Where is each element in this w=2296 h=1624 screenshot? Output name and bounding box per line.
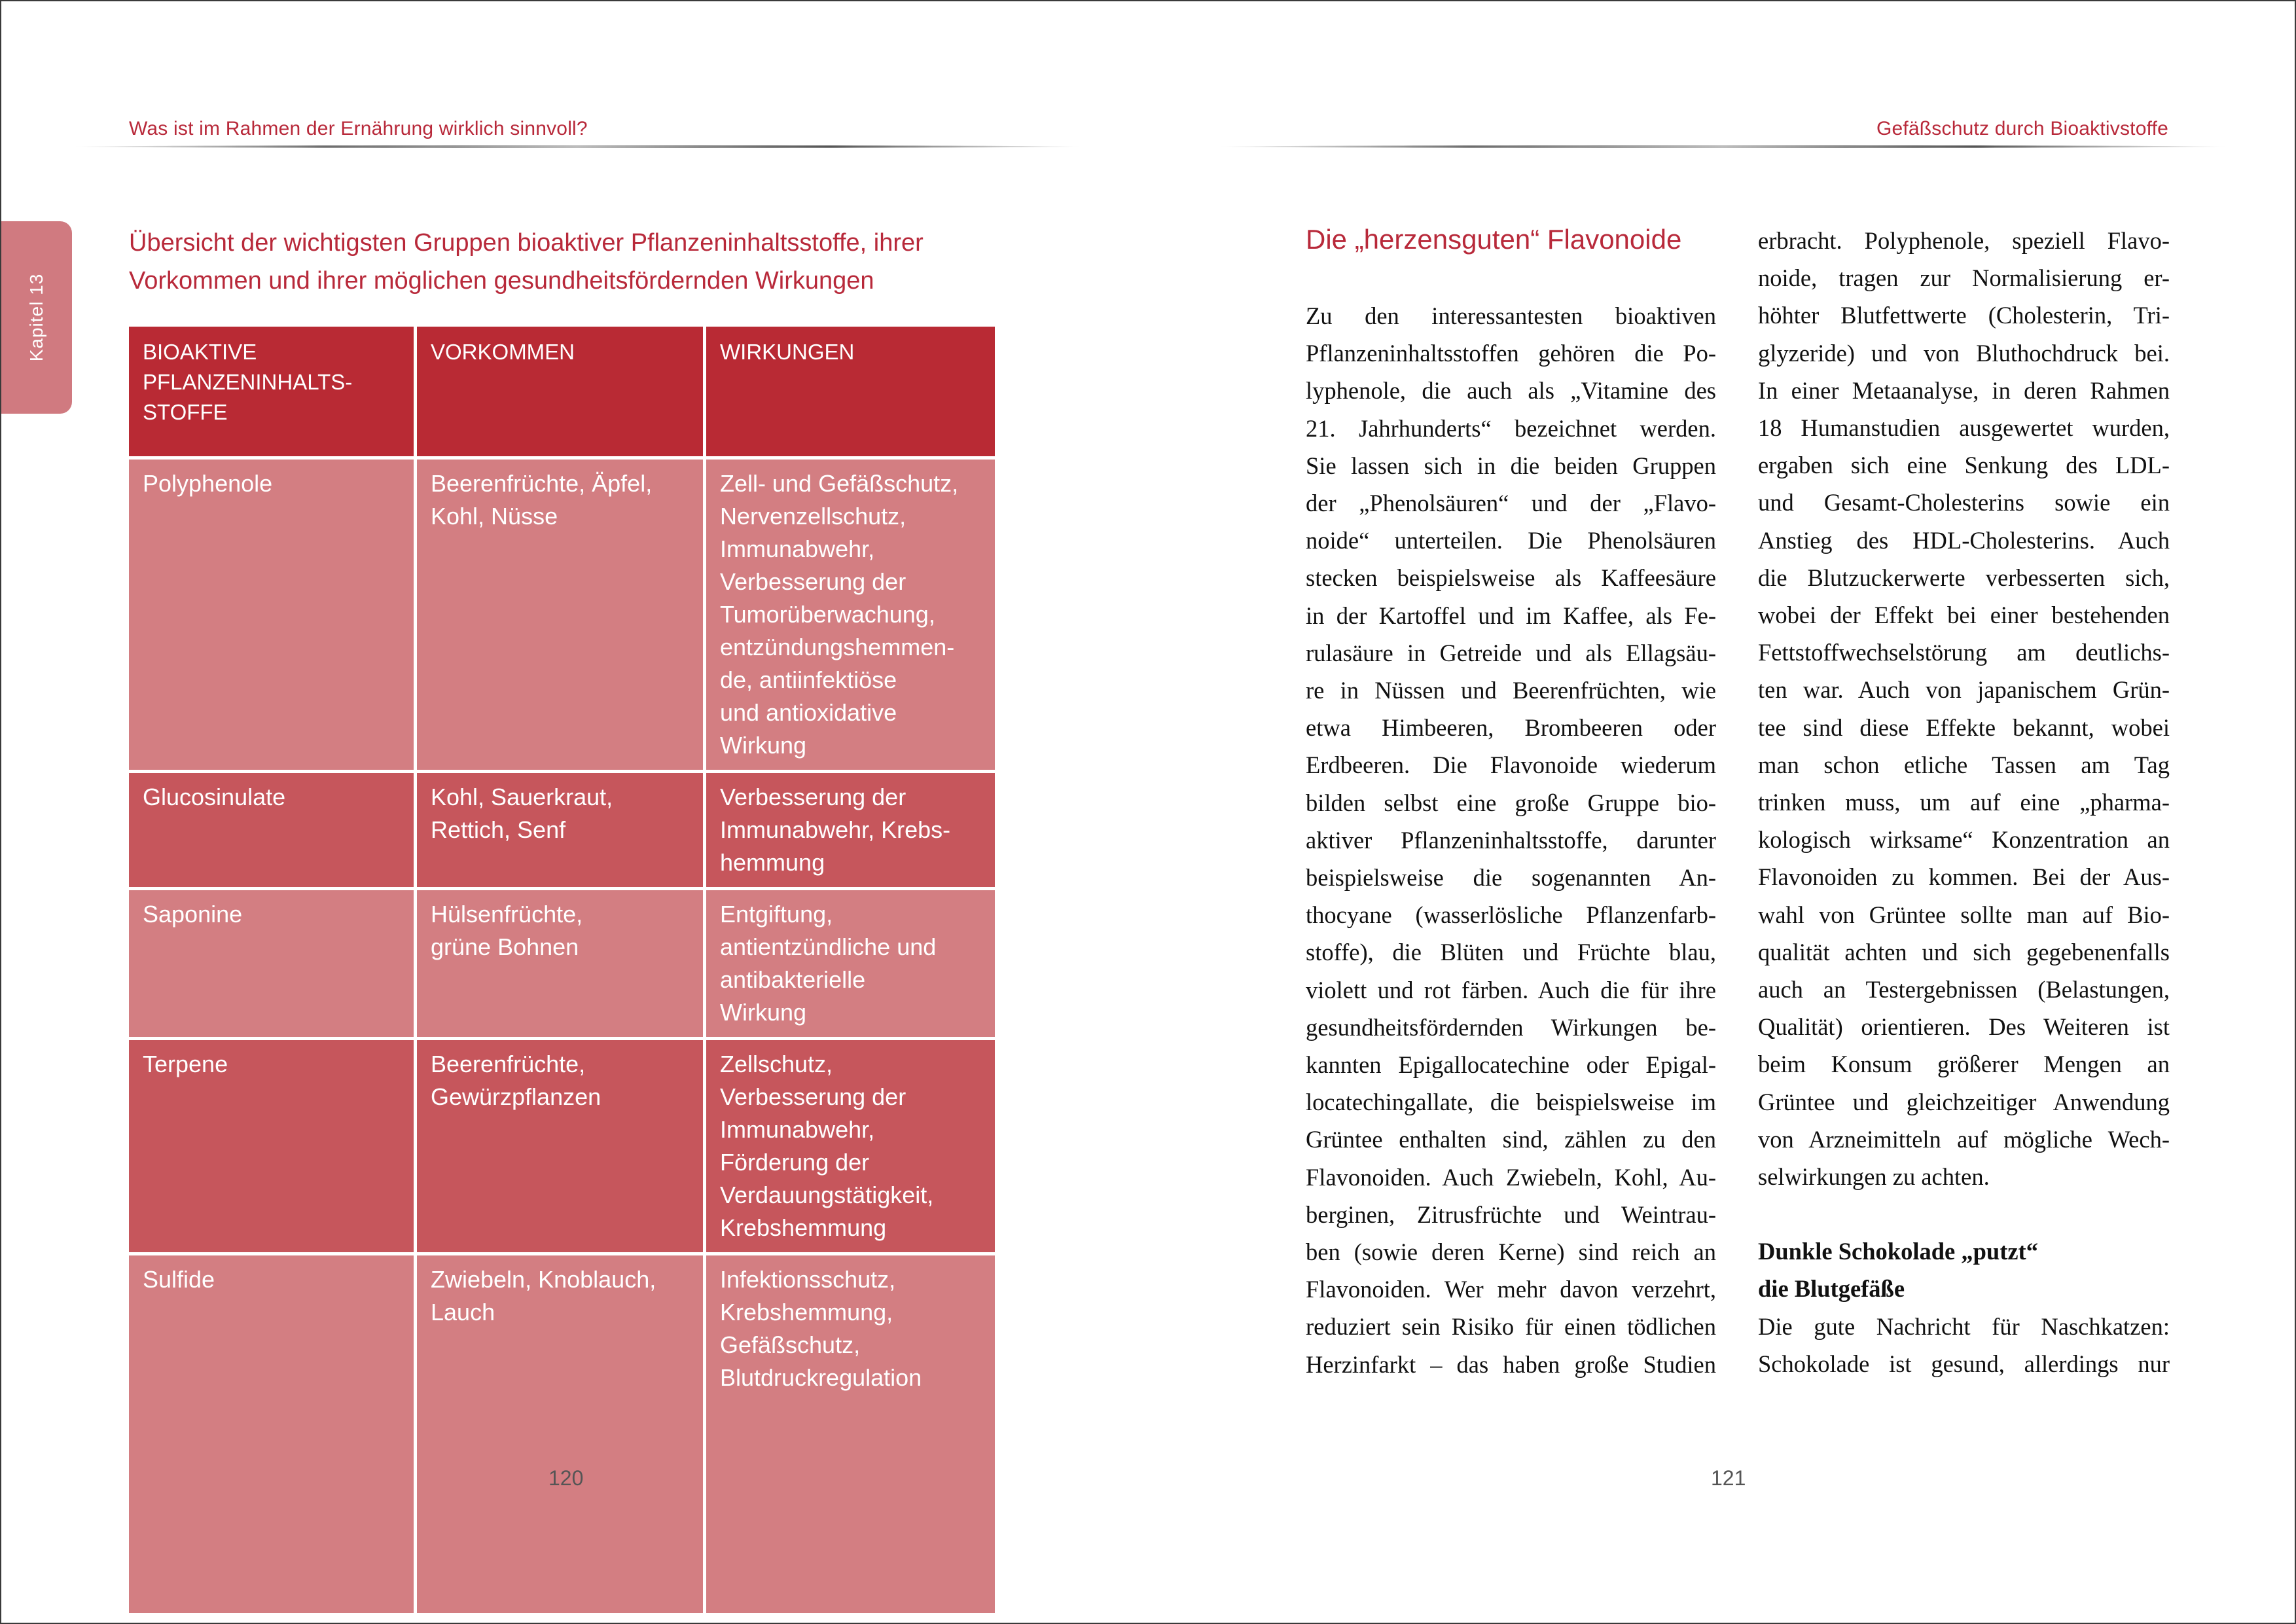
body-text-line: Zu den interessantesten bioaktiven (1306, 302, 1716, 329)
cell-text-line: entzündungshemmen- (720, 634, 955, 660)
body-text-line: Grüntee und gleichzeitiger Anwendung (1758, 1088, 2170, 1115)
cell-effects (706, 460, 995, 773)
cell-text-line: Zellschutz, (720, 1051, 833, 1077)
cell-text-line: Wirkung (720, 999, 807, 1026)
body-text-line: qualität achten und sich gegebenenfalls (1758, 938, 2170, 965)
page-number-right: 121 (1711, 1466, 1746, 1490)
body-text-line: stoffe), die Blüten und Früchte blau, (1306, 939, 1716, 966)
cell-text-line: Blutdruckregulation (720, 1364, 922, 1391)
cell-text-line: Kohl, Nüsse (431, 503, 558, 530)
cell-text-line: Wirkung (720, 732, 807, 759)
body-text-line: wahl von Grüntee sollte man auf Bio- (1758, 901, 2170, 928)
cell-text-line: Verdauungstätigkeit, (720, 1182, 934, 1208)
cell-text-line: Rettich, Senf (431, 816, 566, 843)
body-text-line: erbracht. Polyphenole, speziell Flavo- (1758, 227, 2170, 254)
body-text-line: In einer Metaanalyse, in deren Rahmen (1758, 376, 2170, 404)
subheading-line: die Blutgefäße (1758, 1275, 1905, 1303)
body-text-line: selwirkungen zu achten. (1758, 1163, 1990, 1191)
cell-effects (706, 890, 995, 1040)
cell-effects (706, 1255, 995, 1613)
body-text-line: Fettstoffwechselstörung am deutlichs- (1758, 639, 2170, 666)
table-header-row (129, 327, 995, 460)
cell-occurrence (417, 1255, 706, 1613)
chapter-tab (1, 221, 72, 414)
body-text-line: Qualität) orientieren. Des Weiteren ist (1758, 1013, 2170, 1041)
cell-text-line: Immunabwehr, Krebs- (720, 816, 951, 843)
paragraph-gap (1758, 1195, 2170, 1233)
header-occurrence (417, 327, 706, 460)
cell-text-line: Immunabwehr, (720, 535, 875, 562)
cell-substance (129, 773, 417, 890)
body-text-line: re in Nüssen und Beerenfrüchten, wie (1306, 677, 1716, 704)
body-text-line: 18 Humanstudien ausgewertet wurden, (1758, 414, 2170, 442)
body-text-line: gesundheitsfördernden Wirkungen be- (1306, 1013, 1716, 1041)
table-row (129, 1040, 995, 1255)
cell-text-line: Krebshemmung, (720, 1299, 893, 1326)
cell-text-line: de, antiinfektiöse (720, 666, 897, 693)
cell-text-line: VORKOMMEN (431, 340, 575, 364)
body-text-line: ergaben sich eine Senkung des LDL- (1758, 452, 2170, 479)
cell-text-line: Polyphenole (143, 470, 273, 497)
body-text-line: Anstieg des HDL-Cholesterins. Auch (1758, 526, 2170, 554)
cell-text-line: und antioxidative (720, 699, 897, 726)
cell-text-line: Hülsenfrüchte, (431, 901, 583, 928)
table-caption (129, 224, 1006, 300)
body-text-line: Flavonoiden zu kommen. Bei der Aus- (1758, 863, 2170, 891)
body-text-line: tee sind diese Effekte bekannt, wobei (1758, 713, 2170, 741)
cell-text-line: Kohl, Sauerkraut, (431, 784, 613, 810)
cell-text-line: antibakterielle (720, 966, 866, 993)
bioactive-substances-table (129, 327, 995, 1613)
cell-text-line: Entgiftung, (720, 901, 833, 928)
body-text-line: auch an Testergebnissen (Belastungen, (1758, 976, 2170, 1003)
body-text-line: beim Konsum größerer Mengen an (1758, 1051, 2170, 1078)
cell-text-line: Zwiebeln, Knoblauch, (431, 1266, 656, 1293)
body-text-line: noide, tragen zur Normalisierung er- (1758, 264, 2170, 292)
body-text-line: ben (sowie deren Kerne) sind reich an (1306, 1238, 1716, 1266)
header-substances (129, 327, 417, 460)
cell-text-line: hemmung (720, 849, 825, 876)
cell-occurrence (417, 1040, 706, 1255)
cell-effects (706, 773, 995, 890)
section-title: Die „herzensguten“ Flavonoide (1306, 224, 1682, 255)
cell-text-line: Verbesserung der (720, 784, 906, 810)
cell-occurrence (417, 890, 706, 1040)
body-text-line: Herzinfarkt – das haben große Studien (1306, 1350, 1716, 1378)
cell-text-line: PFLANZENINHALTS- (143, 370, 353, 394)
body-text-line: von Arzneimitteln auf mögliche Wech- (1758, 1125, 2170, 1153)
cell-substance (129, 1255, 417, 1613)
cell-occurrence (417, 773, 706, 890)
cell-text-line: WIRKUNGEN (720, 340, 855, 364)
caption-line: Übersicht der wichtigsten Gruppen bioaktiver Pflanzeninhaltsstoffe, ihrer (129, 229, 924, 257)
body-text-line: Die gute Nachricht für Naschkatzen: (1758, 1312, 2170, 1340)
body-text-line: Schokolade ist gesund, allerdings nur (1758, 1350, 2170, 1377)
body-text-line: Pflanzeninhaltsstoffen gehören die Po- (1306, 340, 1716, 367)
table-row (129, 1255, 995, 1613)
cell-substance (129, 1040, 417, 1255)
cell-text-line: Verbesserung der (720, 568, 906, 595)
cell-substance (129, 460, 417, 773)
body-text-line: Flavonoiden. Auch Zwiebeln, Kohl, Au- (1306, 1163, 1716, 1191)
cell-text-line: Förderung der (720, 1149, 870, 1176)
body-text-line: 21. Jahrhunderts“ bezeichnet werden. (1306, 414, 1716, 442)
body-text-line: aktiver Pflanzeninhaltsstoffe, darunter (1306, 826, 1716, 854)
cell-text-line: Terpene (143, 1051, 228, 1077)
cell-effects (706, 1040, 995, 1255)
body-text-line: der „Phenolsäuren“ und der „Flavo- (1306, 490, 1716, 517)
body-text-line: noide“ unterteilen. Die Phenolsäuren (1306, 527, 1716, 554)
body-text-line: Sie lassen sich in die beiden Gruppen (1306, 452, 1716, 479)
cell-text-line: Saponine (143, 901, 243, 928)
cell-text-line: Beerenfrüchte, (431, 1051, 586, 1077)
subheading-line: Dunkle Schokolade „putzt“ (1758, 1238, 2038, 1265)
body-text-line: wobei der Effekt bei einer bestehenden (1758, 602, 2170, 629)
table-row (129, 773, 995, 890)
header-effects (706, 327, 995, 460)
cell-text-line: grüne Bohnen (431, 933, 579, 960)
header-rule-left (73, 145, 1081, 148)
body-text-line: lyphenole, die auch als „Vitamine des (1306, 377, 1716, 405)
cell-text-line: Sulfide (143, 1266, 215, 1293)
body-text-line: locatechingallate, die beispielsweise im (1306, 1089, 1716, 1116)
body-text-line: kannten Epigallocatechine oder Epigal- (1306, 1051, 1716, 1079)
chapter-tab-label: Kapitel 13 (26, 273, 46, 362)
cell-text-line: Glucosinulate (143, 784, 286, 810)
body-text-line: Grüntee enthalten sind, zählen zu den (1306, 1126, 1716, 1153)
cell-substance (129, 890, 417, 1040)
header-rule-right (1219, 145, 2227, 148)
body-text-line: höhter Blutfettwerte (Cholesterin, Tri- (1758, 302, 2170, 329)
table-row (129, 890, 995, 1040)
body-text-line: Flavonoiden. Wer mehr davon verzehrt, (1306, 1276, 1716, 1303)
body-text-line: berginen, Zitrusfrüchte und Weintrau- (1306, 1200, 1716, 1228)
body-text-line: kologisch wirksame“ Konzentration an (1758, 826, 2170, 854)
body-text-line: ten war. Auch von japanischem Grün- (1758, 676, 2170, 704)
body-text-line: violett und rot färben. Auch die für ihre (1306, 976, 1716, 1003)
body-text-line: und Gesamt-Cholesterins sowie ein (1758, 489, 2170, 516)
body-text-line: reduziert sein Risiko für einen tödlichen (1306, 1313, 1716, 1341)
cell-text-line: Verbesserung der (720, 1083, 906, 1110)
body-text-line: stecken beispielsweise als Kaffeesäure (1306, 564, 1716, 592)
body-text-line: rulasäure in Getreide und als Ellagsäu- (1306, 639, 1716, 666)
cell-text-line: Lauch (431, 1299, 495, 1326)
running-head-right: Gefäßschutz durch Bioaktivstoffe (1876, 118, 2168, 139)
body-text-line: trinken muss, um auf eine „pharma- (1758, 789, 2170, 816)
cell-text-line: Beerenfrüchte, Äpfel, (431, 470, 653, 497)
running-head-left: Was ist im Rahmen der Ernährung wirklich sinnvoll? (129, 118, 588, 139)
table-row (129, 460, 995, 773)
body-text-line: beispielsweise die sogenannten An- (1306, 864, 1716, 892)
cell-text-line: Krebshemmung (720, 1214, 887, 1241)
body-text-line: man schon etliche Tassen am Tag (1758, 751, 2170, 778)
cell-text-line: Tumorüberwachung, (720, 601, 935, 628)
cell-text-line: BIOAKTIVE (143, 340, 257, 364)
body-text-line: glyzeride) und von Bluthochdruck bei. (1758, 339, 2170, 367)
body-text-line: thocyane (wasserlösliche Pflanzenfarb- (1306, 901, 1716, 929)
cell-text-line: Gewürzpflanzen (431, 1083, 601, 1110)
cell-text-line: Gefäßschutz, (720, 1331, 861, 1358)
body-text-line: bilden selbst eine große Gruppe bio- (1306, 789, 1716, 816)
page-number-left: 120 (548, 1466, 584, 1490)
cell-text-line: Infektionsschutz, (720, 1266, 896, 1293)
body-text-line: etwa Himbeeren, Brombeeren oder (1306, 714, 1716, 742)
body-text-line: die Blutzuckerwerte verbesserten sich, (1758, 564, 2170, 591)
body-column-right (1758, 222, 2170, 1382)
cell-text-line: Nervenzellschutz, (720, 503, 906, 530)
caption-line: Vorkommen und ihrer möglichen gesundheitsfördernden Wirkungen (129, 267, 874, 295)
cell-text-line: Immunabwehr, (720, 1116, 875, 1143)
body-column-left (1306, 297, 1716, 1383)
body-text-line: in der Kartoffel und im Kaffee, als Fe- (1306, 602, 1716, 629)
cell-text-line: Zell- und Gefäßschutz, (720, 470, 959, 497)
cell-text-line: STOFFE (143, 400, 228, 424)
cell-text-line: antientzündliche und (720, 933, 937, 960)
body-text-line: Erdbeeren. Die Flavonoide wiederum (1306, 751, 1716, 779)
cell-occurrence (417, 460, 706, 773)
